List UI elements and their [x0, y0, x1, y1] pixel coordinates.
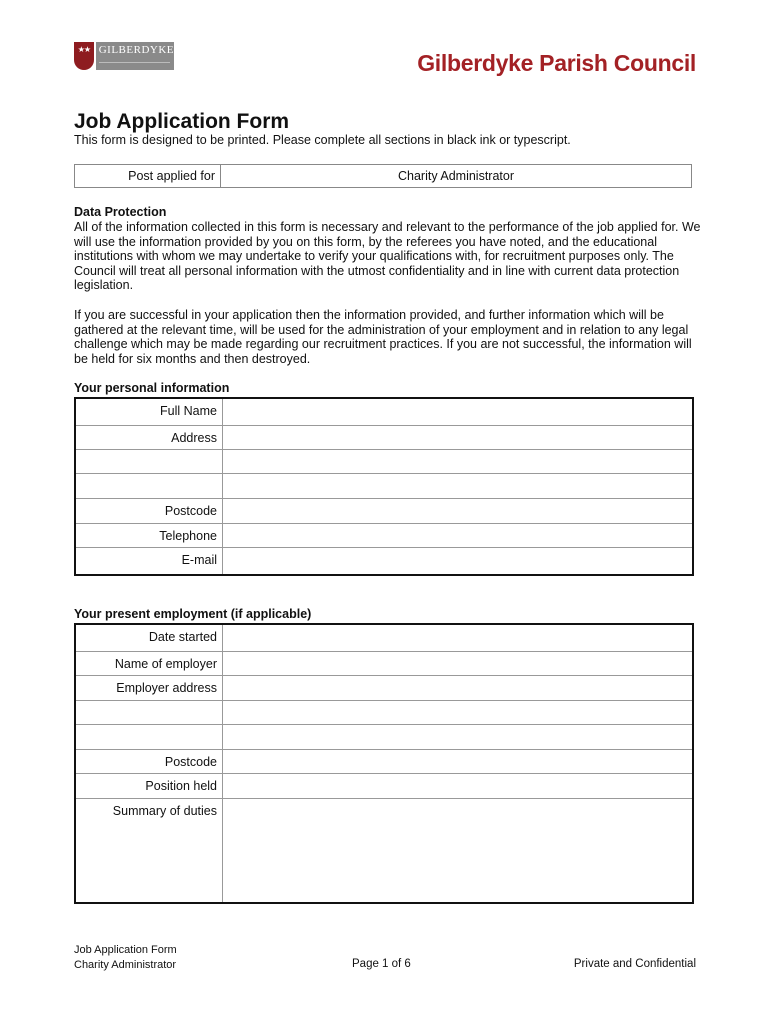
footer-doc-subtitle: Charity Administrator	[74, 959, 177, 971]
email-label: E-mail	[76, 548, 223, 574]
table-row	[76, 524, 692, 548]
telephone-label: Telephone	[76, 524, 223, 547]
employer-address-field-3[interactable]	[223, 725, 692, 749]
summary-of-duties-field[interactable]	[223, 799, 692, 902]
table-row	[76, 750, 692, 774]
confidential-notice: Private and Confidential	[573, 958, 696, 970]
table-row	[76, 701, 692, 725]
post-applied-value[interactable]: Charity Administrator	[397, 169, 514, 183]
table-row	[76, 774, 692, 799]
employer-address-field-1[interactable]	[223, 676, 692, 700]
address-field-3[interactable]	[223, 474, 692, 498]
position-held-label: Position held	[76, 774, 223, 798]
table-row	[76, 676, 692, 701]
data-protection-heading: Data Protection	[74, 205, 167, 219]
shield-icon: ★★	[74, 42, 94, 70]
logo-text: GILBERDYKE	[98, 44, 174, 56]
table-row	[76, 399, 692, 426]
employer-postcode-label: Postcode	[76, 750, 223, 773]
employer-name-field[interactable]	[223, 652, 692, 675]
footer-doc-title: Job Application Form	[74, 944, 177, 956]
personal-info-table	[74, 397, 694, 576]
employer-address-label: Employer address	[76, 676, 223, 700]
address-label: Address	[76, 426, 223, 449]
table-row	[76, 426, 692, 450]
table-row	[76, 799, 692, 902]
table-row	[76, 652, 692, 676]
date-started-field[interactable]	[223, 625, 692, 651]
employer-postcode-field[interactable]	[223, 750, 692, 773]
date-started-label: Date started	[76, 625, 223, 651]
personal-info-heading: Your personal information	[74, 381, 230, 395]
post-applied-label: Post applied for	[75, 165, 221, 187]
council-name: Gilberdyke Parish Council	[417, 50, 696, 76]
data-protection-para-2: If you are successful in your application then the information provided, and further information which will be gathered at the relevant time, will be used for the administration of your employment and in relation to any legal challenge which may be made regarding our recruitment practices. If you are not successful, the information will be held for six months and then destroyed.	[74, 308, 692, 366]
table-row	[76, 450, 692, 474]
page-number: Page 1 of 6	[352, 958, 411, 970]
address-field-1[interactable]	[223, 426, 692, 449]
footer-doc-info	[74, 943, 177, 973]
form-title: Job Application Form	[74, 110, 290, 133]
telephone-field[interactable]	[223, 524, 692, 547]
table-row	[76, 474, 692, 499]
employer-address-field-2[interactable]	[223, 701, 692, 724]
address-field-2[interactable]	[223, 450, 692, 473]
employment-heading: Your present employment (if applicable)	[74, 607, 312, 621]
employer-name-label: Name of employer	[76, 652, 223, 675]
summary-of-duties-label: Summary of duties	[76, 799, 223, 902]
employment-table	[74, 623, 694, 904]
table-row	[76, 499, 692, 524]
post-applied-table	[74, 164, 692, 188]
email-field[interactable]	[223, 548, 692, 574]
full-name-label: Full Name	[76, 399, 223, 425]
table-row	[76, 625, 692, 652]
position-held-field[interactable]	[223, 774, 692, 798]
full-name-field[interactable]	[223, 399, 692, 425]
table-row	[76, 725, 692, 750]
form-intro: This form is designed to be printed. Please complete all sections in black ink or typescript.	[74, 133, 571, 147]
data-protection-para-1: All of the information collected in this form is necessary and relevant to the performance of the job applied for. We will use the information provided by you on this form, by the referees you have noted, and the educational institutions with whom we may undertake to verify your qualifications with, for recruitment purposes only. The Council will treat all personal information with the utmost confidentiality and in line with current data protection legislation.	[74, 220, 701, 293]
postcode-field[interactable]	[223, 499, 692, 523]
table-row	[76, 548, 692, 574]
postcode-label: Postcode	[76, 499, 223, 523]
council-logo	[74, 42, 174, 70]
